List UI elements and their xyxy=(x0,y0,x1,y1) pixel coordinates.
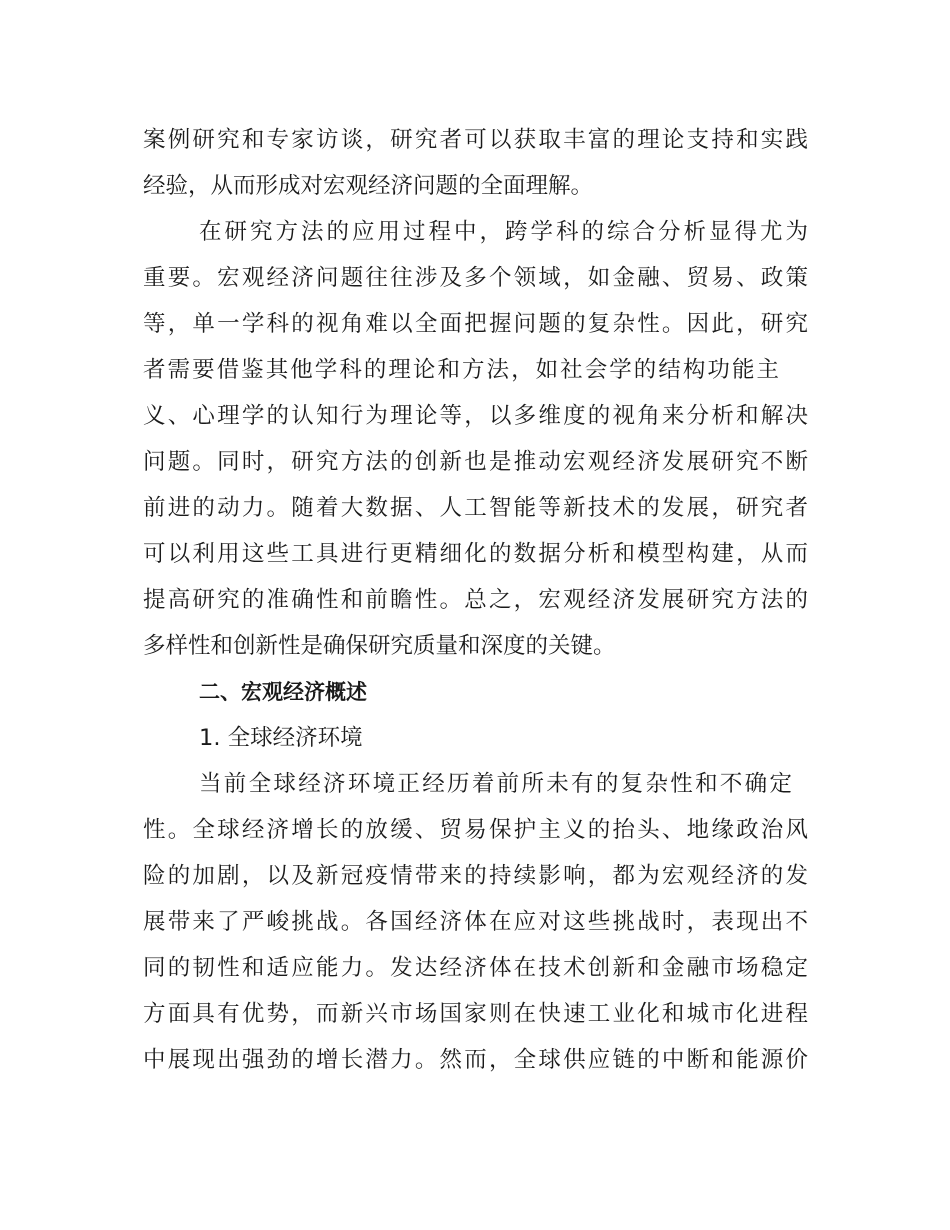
paragraph-line: 展带来了严峻挑战。各国经济体在应对这些挑战时，表现出不 xyxy=(143,909,808,935)
paragraph-line: 方面具有优势，而新兴市场国家则在快速工业化和城市化进程 xyxy=(143,1001,808,1027)
subsection-heading: 1. 全球经济环境 xyxy=(199,725,363,751)
paragraph-line: 可以利用这些工具进行更精细化的数据分析和模型构建，从而 xyxy=(143,541,808,567)
paragraph-line: 中展现出强劲的增长潜力。然而，全球供应链的中断和能源价 xyxy=(143,1047,808,1073)
paragraph-line: 重要。宏观经济问题往往涉及多个领域，如金融、贸易、政策 xyxy=(143,265,808,291)
paragraph-line: 义、心理学的认知行为理论等，以多维度的视角来分析和解决 xyxy=(143,403,808,429)
section-heading: 二、宏观经济概述 xyxy=(199,680,367,704)
paragraph-line: 等，单一学科的视角难以全面把握问题的复杂性。因此，研究 xyxy=(143,311,808,337)
paragraph-line: 经验，从而形成对宏观经济问题的全面理解。 xyxy=(143,173,594,199)
paragraph-line: 多样性和创新性是确保研究质量和深度的关键。 xyxy=(143,633,616,659)
paragraph-line: 提高研究的准确性和前瞻性。总之，宏观经济发展研究方法的 xyxy=(143,587,808,613)
paragraph-line: 者需要借鉴其他学科的理论和方法，如社会学的结构功能主 xyxy=(143,357,779,383)
paragraph-line: 前进的动力。随着大数据、人工智能等新技术的发展，研究者 xyxy=(143,495,808,521)
paragraph-line: 在研究方法的应用过程中，跨学科的综合分析显得尤为 xyxy=(199,219,808,245)
paragraph-line: 同的韧性和适应能力。发达经济体在技术创新和金融市场稳定 xyxy=(143,955,808,981)
paragraph-line: 问题。同时，研究方法的创新也是推动宏观经济发展研究不断 xyxy=(143,449,808,475)
paragraph-line: 性。全球经济增长的放缓、贸易保护主义的抬头、地缘政治风 xyxy=(143,817,808,843)
paragraph-line: 险的加剧，以及新冠疫情带来的持续影响，都为宏观经济的发 xyxy=(143,863,808,889)
paragraph-line: 当前全球经济环境正经历着前所未有的复杂性和不确定 xyxy=(199,771,792,797)
paragraph-line: 案例研究和专家访谈，研究者可以获取丰富的理论支持和实践 xyxy=(143,127,808,153)
